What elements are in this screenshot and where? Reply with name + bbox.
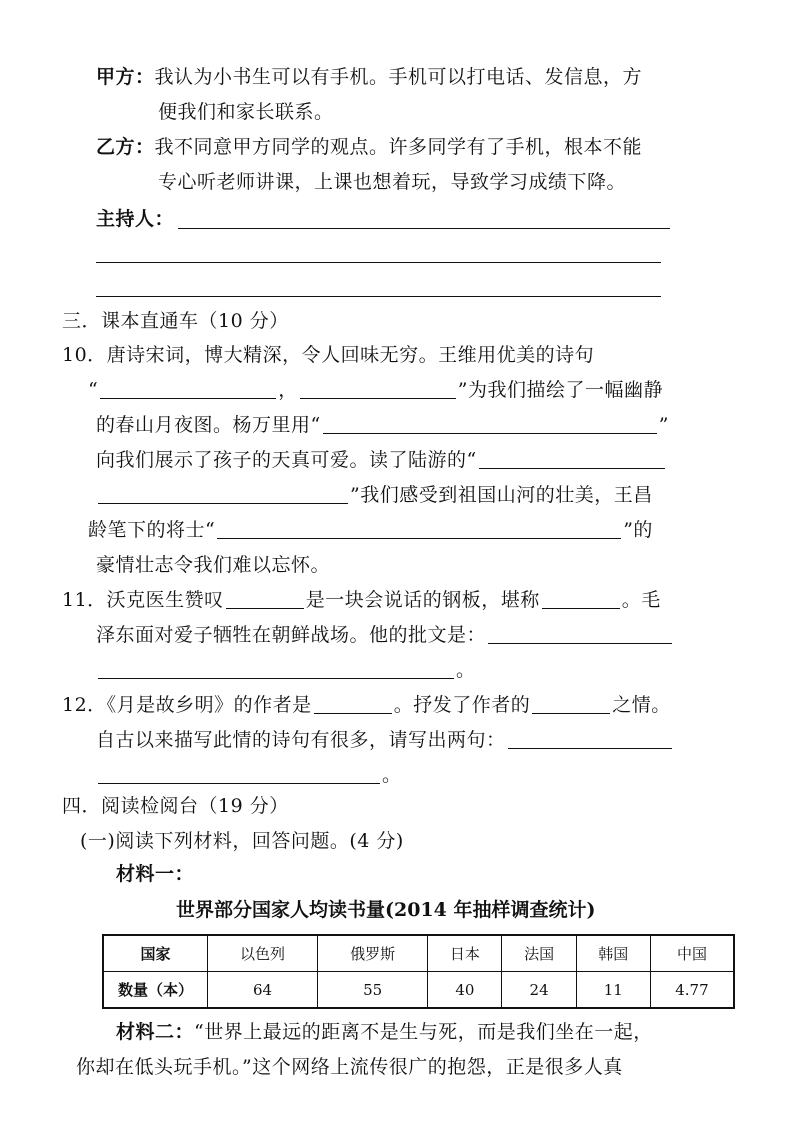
- q12-line2-text: 自古以来描写此情的诗句有很多，请写出两句：: [96, 729, 506, 751]
- table-row1-label: 国家: [103, 935, 208, 972]
- q12-line3-tail: 。: [382, 764, 402, 786]
- table-country-cell: 法国: [502, 935, 576, 972]
- yi-text-line1: 我不同意甲方同学的观点。许多同学有了手机，根本不能: [154, 136, 643, 158]
- material2-line1: [116, 1017, 653, 1047]
- section3-heading: 三．课本直通车（10 分）: [62, 310, 289, 332]
- table-country-cell: 以色列: [208, 935, 318, 972]
- q12-blank-3b[interactable]: [98, 763, 380, 784]
- material2-text-1: “世界上最远的距离不是生与死，而是我们坐在一起，: [194, 1021, 653, 1043]
- q10-line6-tail: ”的: [623, 519, 653, 541]
- table-value-cell: 24: [502, 972, 576, 1009]
- q10-line5: [96, 480, 653, 510]
- q12-line1-c: 之情。: [612, 694, 671, 716]
- q12-line1: [62, 690, 671, 720]
- yi-label: [96, 132, 642, 162]
- section4-heading: 四．阅读检阅台（19 分）: [62, 795, 289, 817]
- q10-line6-head: 龄笔下的将士“: [88, 519, 216, 541]
- q10-open-quote: “: [88, 379, 99, 401]
- q11-line1-c: 。毛: [621, 589, 661, 611]
- material2-label: 材料二：: [116, 1021, 195, 1043]
- q11-line1-a: 11．沃克医生赞叹: [62, 589, 224, 611]
- q11-blank-3b[interactable]: [98, 658, 454, 679]
- q10-line2: [88, 375, 663, 405]
- material1-label: 材料一：: [116, 863, 195, 885]
- q10-blank-5[interactable]: [217, 518, 621, 539]
- q10-blank-1[interactable]: [100, 378, 276, 399]
- q12-line3: [96, 760, 402, 790]
- host-answer-line-3[interactable]: [96, 296, 661, 297]
- q11-line3-tail: 。: [456, 659, 476, 681]
- table-title: 世界部分国家人均读书量(2014 年抽样调查统计): [176, 899, 596, 921]
- host-answer-line-2[interactable]: [96, 262, 661, 263]
- q11-line1-b: 是一块会说话的钢板，堪称: [305, 589, 540, 611]
- q10-line3: [96, 410, 669, 440]
- q11-line2: [96, 620, 674, 650]
- table-value-cell: 64: [208, 972, 318, 1009]
- material2-line2: 你却在低头玩手机。”这个网络上流传很广的抱怨，正是很多人真: [76, 1056, 623, 1078]
- section4-sub1: (一)阅读下列材料，回答问题。(4 分): [80, 830, 404, 852]
- q11-line3: [96, 655, 476, 685]
- jia-label: [96, 62, 642, 92]
- table-row: [103, 972, 734, 1009]
- jia-text-line2: 便我们和家长联系。: [158, 101, 334, 123]
- table-value-cell: 55: [318, 972, 428, 1009]
- table-row2-label: 数量（本）: [103, 972, 208, 1009]
- q12-line1-a: 12．《月是故乡明》的作者是: [62, 694, 312, 716]
- q10-line5-tail: ”我们感受到祖国山河的壮美，王昌: [350, 484, 653, 506]
- q10-blank-4a[interactable]: [479, 448, 665, 469]
- q11-line1: [62, 585, 661, 615]
- q12-line1-b: 。抒发了作者的: [393, 694, 531, 716]
- table-country-cell: 日本: [428, 935, 502, 972]
- q11-blank-3a[interactable]: [488, 623, 672, 644]
- jia-label-text: 甲方：: [96, 66, 155, 88]
- q10-blank-2[interactable]: [300, 378, 456, 399]
- q10-line3-head: 的春山月夜图。杨万里用“: [96, 414, 321, 436]
- q10-line3-tail: ”: [658, 414, 669, 436]
- table-row: [103, 935, 734, 972]
- host-label: 主持人：: [96, 208, 175, 230]
- q10-line6: [88, 515, 653, 545]
- q12-blank-1[interactable]: [314, 693, 392, 714]
- jia-text-line1: 我认为小书生可以有手机。手机可以打电话、发信息，方: [154, 66, 643, 88]
- q10-line4-head: 向我们展示了孩子的天真可爱。读了陆游的“: [96, 449, 477, 471]
- q11-blank-2[interactable]: [542, 588, 620, 609]
- table-country-cell: 中国: [650, 935, 734, 972]
- table-value-cell: 11: [576, 972, 650, 1009]
- q10-line1: 10．唐诗宋词，博大精深，令人回味无穷。王维用优美的诗句: [62, 344, 595, 366]
- q10-blank-4b[interactable]: [98, 483, 348, 504]
- yi-text-line2: 专心听老师讲课，上课也想着玩，导致学习成绩下降。: [158, 171, 627, 193]
- table-value-cell: 4.77: [650, 972, 734, 1009]
- q12-blank-3a[interactable]: [508, 728, 672, 749]
- q12-line2: [96, 725, 674, 755]
- reading-table: [102, 934, 735, 1009]
- q11-line2-text: 泽东面对爱子牺牲在朝鲜战场。他的批文是：: [96, 624, 487, 646]
- q10-blank-3[interactable]: [323, 413, 657, 434]
- q10-line7: 豪情壮志令我们难以忘怀。: [96, 554, 331, 576]
- q12-blank-2[interactable]: [532, 693, 610, 714]
- q10-line2-tail: ”为我们描绘了一幅幽静: [457, 379, 663, 401]
- q10-comma: ，: [278, 379, 298, 401]
- q11-blank-1[interactable]: [226, 588, 304, 609]
- q10-line4: [96, 445, 667, 475]
- yi-label-text: 乙方：: [96, 136, 155, 158]
- host-answer-line-1[interactable]: [178, 228, 670, 229]
- table-value-cell: 40: [428, 972, 502, 1009]
- table-country-cell: 韩国: [576, 935, 650, 972]
- table-country-cell: 俄罗斯: [318, 935, 428, 972]
